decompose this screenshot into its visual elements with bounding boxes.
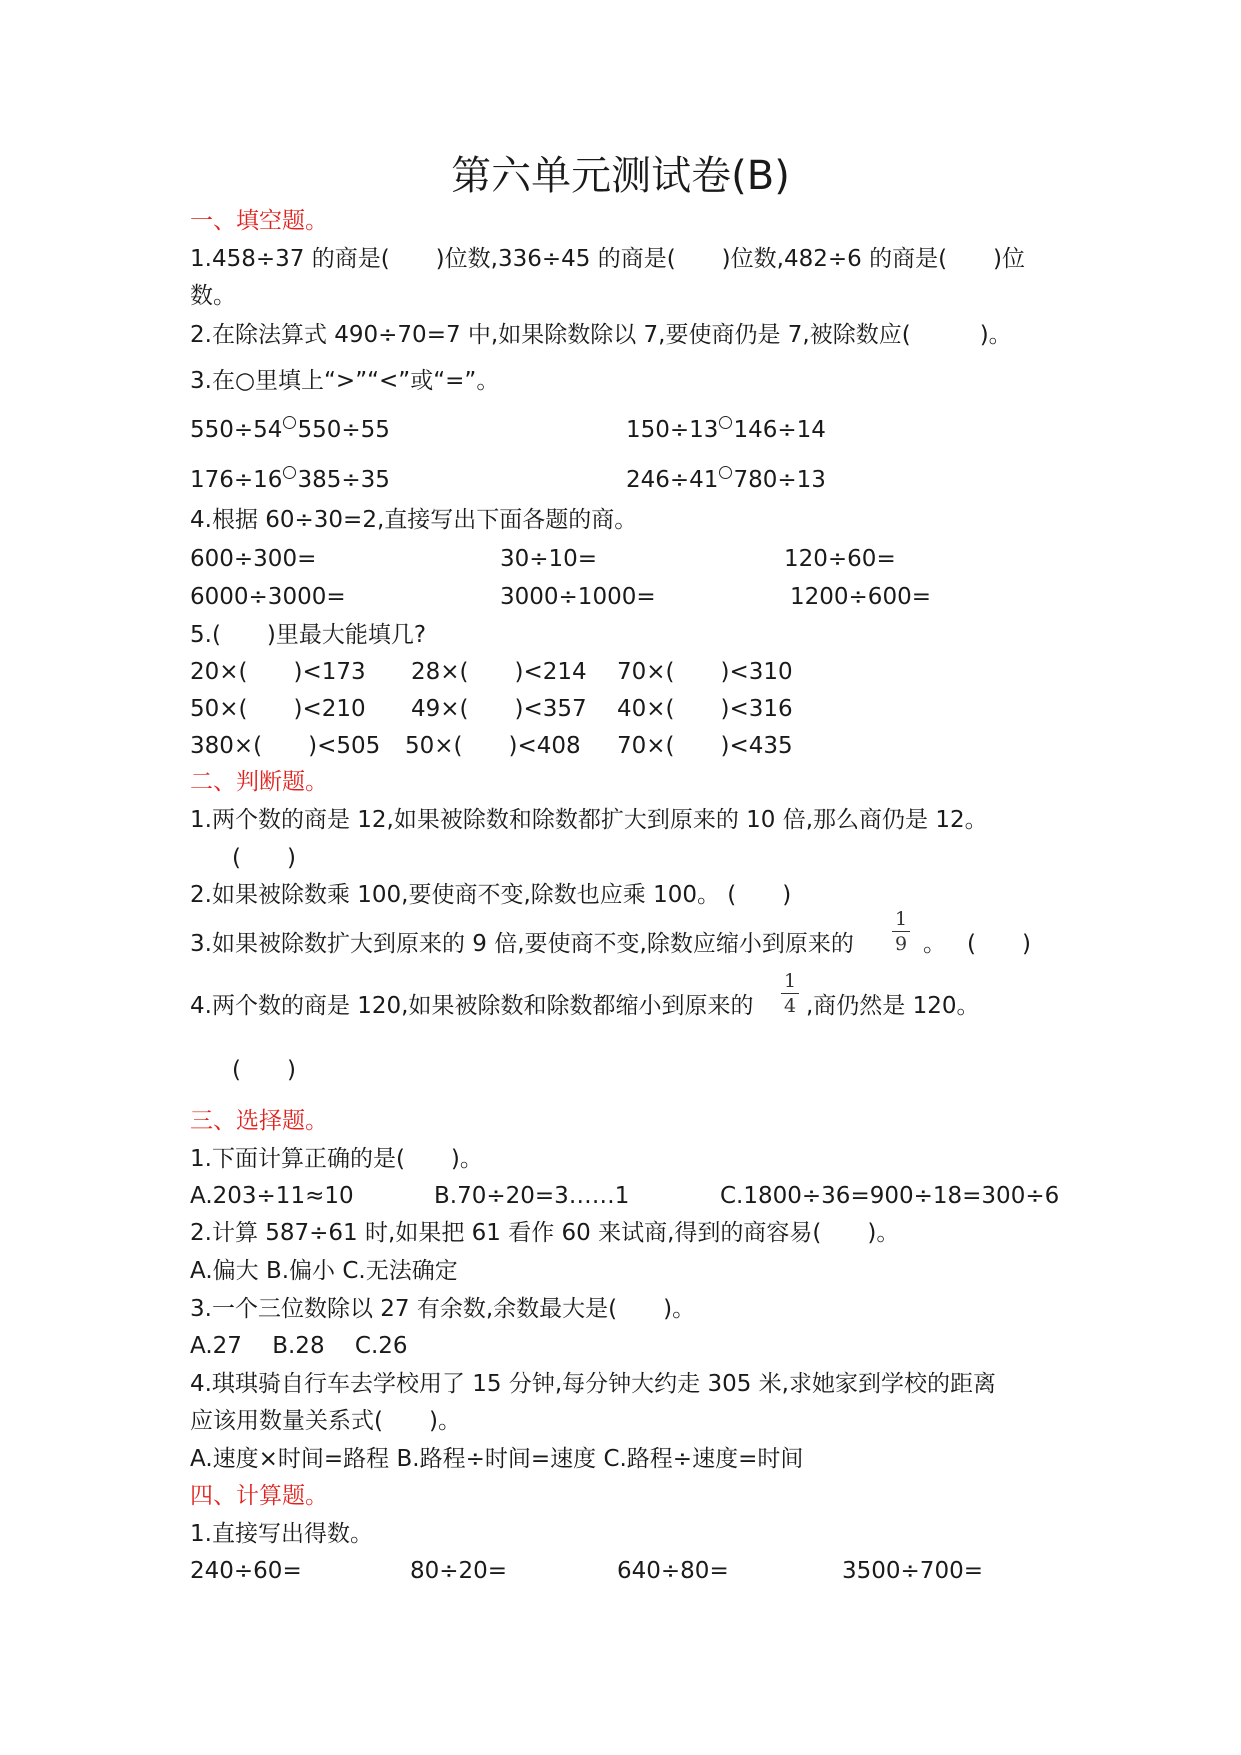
calc-item: 640÷80= <box>617 1558 729 1584</box>
calc-q1: 1.直接写出得数。 <box>190 1521 373 1547</box>
fill-q1-line2: 数。 <box>190 283 236 309</box>
inequality-item: 70×( )<310 <box>617 659 793 685</box>
section-heading-choice: 三、选择题。 <box>190 1108 328 1134</box>
calc-item: 240÷60= <box>190 1558 302 1584</box>
fill-q5: 5.( )里最大能填几? <box>190 622 427 648</box>
judge-q4-paren: ( ) <box>232 1057 296 1083</box>
inequality-item: 49×( )<357 <box>411 696 587 722</box>
inequality-item: 20×( )<173 <box>190 659 366 685</box>
judge-q3: 3.如果被除数扩大到原来的 9 倍,要使商不变,除数应缩小到原来的 <box>190 931 854 957</box>
choice-q4-options: A.速度×时间=路程 B.路程÷时间=速度 C.路程÷速度=时间 <box>190 1446 804 1472</box>
inequality-item: 50×( )<408 <box>405 733 581 759</box>
section-heading-calc: 四、计算题。 <box>190 1483 328 1509</box>
fraction <box>779 971 801 1016</box>
page-title: 第六单元测试卷(B) <box>451 153 790 199</box>
compare-left: 550÷54 <box>190 417 283 443</box>
fraction-numerator: 1 <box>894 908 908 930</box>
inequality-item: 40×( )<316 <box>617 696 793 722</box>
section-heading-fill: 一、填空题。 <box>190 208 328 234</box>
choice-q1: 1.下面计算正确的是( )。 <box>190 1146 483 1172</box>
choice-q1-option-b: B.70÷20=3……1 <box>434 1183 630 1209</box>
inequality-item: 380×( )<505 <box>190 733 381 759</box>
choice-q3: 3.一个三位数除以 27 有余数,余数最大是( )。 <box>190 1296 696 1322</box>
quotient-item: 3000÷1000= <box>500 584 656 610</box>
compare-circle-icon <box>719 416 732 429</box>
judge-q3-paren: ( ) <box>967 931 1031 957</box>
compare-item <box>190 415 390 445</box>
compare-item <box>626 415 826 445</box>
quotient-item: 600÷300= <box>190 546 317 572</box>
compare-right: 385÷35 <box>297 467 390 493</box>
choice-q2-options: A.偏大 B.偏小 C.无法确定 <box>190 1258 458 1284</box>
fill-q2: 2.在除法算式 490÷70=7 中,如果除数除以 7,要使商仍是 7,被除数应( )。 <box>190 322 1012 348</box>
calc-item: 80÷20= <box>410 1558 508 1584</box>
choice-q1-option-c: C.1800÷36=900÷18=300÷6 <box>720 1183 1060 1209</box>
quotient-item: 120÷60= <box>784 546 896 572</box>
quotient-item: 1200÷600= <box>790 584 931 610</box>
compare-right: 780÷13 <box>733 467 826 493</box>
choice-q4-line1: 4.琪琪骑自行车去学校用了 15 分钟,每分钟大约走 305 米,求她家到学校的距离 <box>190 1371 996 1397</box>
choice-q2: 2.计算 587÷61 时,如果把 61 看作 60 来试商,得到的商容易( )。 <box>190 1220 900 1246</box>
compare-circle-icon <box>719 466 732 479</box>
inequality-item: 50×( )<210 <box>190 696 366 722</box>
judge-q3-tail: 。 <box>923 931 946 957</box>
judge-q4: 4.两个数的商是 120,如果被除数和除数都缩小到原来的 <box>190 993 754 1019</box>
quotient-item: 6000÷3000= <box>190 584 346 610</box>
choice-q4-line2: 应该用数量关系式( )。 <box>190 1408 461 1434</box>
compare-left: 176÷16 <box>190 467 283 493</box>
quotient-item: 30÷10= <box>500 546 598 572</box>
compare-right: 550÷55 <box>297 417 390 443</box>
fraction-denominator: 4 <box>783 995 797 1017</box>
choice-q1-option-a: A.203÷11≈10 <box>190 1183 354 1209</box>
inequality-item: 28×( )<214 <box>411 659 587 685</box>
fill-q3: 3.在○里填上“>”“<”或“=”。 <box>190 368 500 394</box>
judge-q4-tail: ,商仍然是 120。 <box>806 993 980 1019</box>
fraction-numerator: 1 <box>783 970 797 992</box>
fraction-bar <box>892 931 910 932</box>
choice-q3-options: A.27 B.28 C.26 <box>190 1333 408 1359</box>
judge-q2: 2.如果被除数乘 100,要使商不变,除数也应乘 100。 ( ) <box>190 882 792 908</box>
calc-item: 3500÷700= <box>842 1558 983 1584</box>
fill-q1-line1: 1.458÷37 的商是( )位数,336÷45 的商是( )位数,482÷6 的商是( )位 <box>190 246 1026 272</box>
compare-left: 150÷13 <box>626 417 719 443</box>
compare-item <box>190 465 390 495</box>
fraction-denominator: 9 <box>894 933 908 955</box>
compare-circle-icon <box>283 416 296 429</box>
inequality-item: 70×( )<435 <box>617 733 793 759</box>
section-heading-judge: 二、判断题。 <box>190 769 328 795</box>
compare-circle-icon <box>283 466 296 479</box>
judge-q1-paren: ( ) <box>232 845 296 871</box>
compare-item <box>626 465 826 495</box>
compare-right: 146÷14 <box>733 417 826 443</box>
compare-left: 246÷41 <box>626 467 719 493</box>
judge-q1: 1.两个数的商是 12,如果被除数和除数都扩大到原来的 10 倍,那么商仍是 12。 <box>190 807 988 833</box>
fraction-bar <box>781 993 799 994</box>
fraction <box>890 909 912 954</box>
fill-q4: 4.根据 60÷30=2,直接写出下面各题的商。 <box>190 507 638 533</box>
